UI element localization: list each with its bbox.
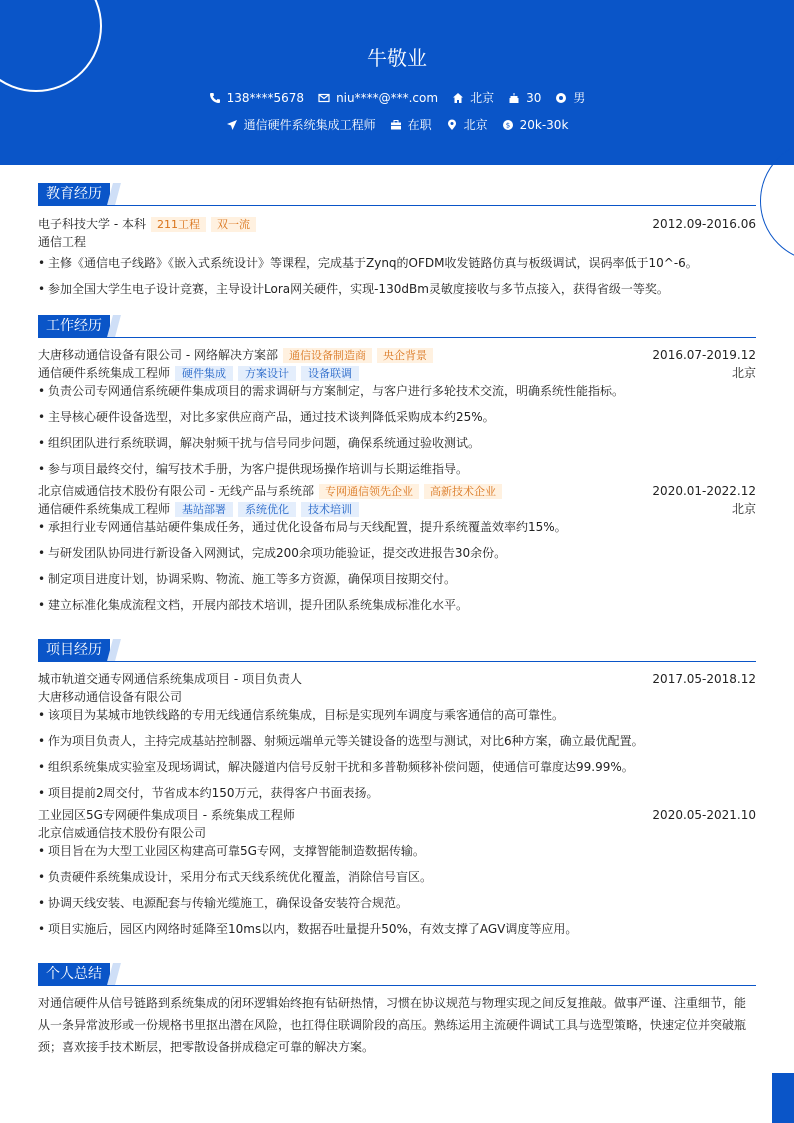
project-name-role: 工业园区5G专网硬件集成项目 - 系统集成工程师 — [38, 808, 295, 822]
company-tag: 通信设备制造商 — [283, 348, 372, 363]
svg-text:$: $ — [505, 121, 510, 130]
list-item: • 制定项目进度计划，协调采购、物流、施工等多方资源，确保项目按期交付。 — [38, 572, 457, 586]
list-item: • 项目旨在为大型工业园区构建高可靠5G专网，支撑智能制造数据传输。 — [38, 844, 425, 858]
residence-item — [452, 89, 494, 106]
phone-text: 138****5678 — [226, 90, 305, 105]
work-section — [38, 315, 756, 622]
job-role-row — [38, 500, 756, 518]
age-item — [508, 89, 541, 106]
skill-tag: 设备联调 — [301, 366, 359, 381]
job-role: 通信硬件系统集成工程师 — [38, 366, 171, 380]
gender-text: 男 — [573, 91, 586, 105]
email-icon — [318, 92, 330, 104]
project-name-role: 城市轨道交通专网通信系统集成项目 - 项目负责人 — [38, 672, 302, 686]
education-entry-header — [38, 215, 756, 233]
briefcase-icon — [390, 119, 402, 131]
school-tag: 双一流 — [211, 217, 256, 232]
skill-tag: 系统优化 — [238, 502, 296, 517]
job-entry-header — [38, 482, 756, 500]
section-title: 教育经历 — [38, 183, 110, 205]
section-header — [38, 183, 756, 206]
section-title: 工作经历 — [38, 315, 110, 337]
project-date: 2017.05-2018.12 — [652, 672, 756, 686]
list-item: • 负责公司专网通信系统硬件集成项目的需求调研与方案制定，与客户进行多轮技术交流，明确系统性能指标。 — [38, 384, 625, 398]
education-section — [38, 183, 756, 306]
section-title: 项目经历 — [38, 639, 110, 661]
target-city-text: 北京 — [463, 118, 488, 132]
email-item — [318, 89, 438, 106]
candidate-name: 牛敬业 — [367, 46, 427, 70]
list-item: • 主修《通信电子线路》《嵌入式系统设计》等课程，完成基于Zynq的OFDM收发链路仿真与板级调试，误码率低于10^-6。 — [38, 256, 698, 270]
gender-item — [555, 89, 585, 106]
project-entry-header — [38, 806, 756, 824]
company-department: 北京信威通信技术股份有限公司 - 无线产品与系统部 — [38, 484, 314, 498]
company-department: 大唐移动通信设备有限公司 - 网络解决方案部 — [38, 348, 278, 362]
project-org-row — [38, 688, 756, 706]
school-degree: 电子科技大学 - 本科 — [38, 217, 146, 231]
list-item: • 组织系统集成实验室及现场调试，解决隧道内信号反射干扰和多普勒频移补偿问题，使通信可靠度达99.99%。 — [38, 760, 634, 774]
resume-header — [0, 0, 794, 165]
section-header — [38, 315, 756, 338]
job-role-row — [38, 364, 756, 382]
list-item: • 参与项目最终交付，编写技术手册，为客户提供现场操作培训与长期运维指导。 — [38, 462, 469, 476]
summary-text: 对通信硬件从信号链路到系统集成的闭环逻辑始终抱有钻研热情，习惯在协议规范与物理实现之间反复推敲。做事严谨、注重细节，能从一条异常波形或一份规格书里抠出潜在风险，也扛得住联调阶段的高压。熟练运用主流硬件调试工具与选型策略，快速定位并突破瓶颈；喜欢接手技术断层，把零散设备拼成稳定可靠的解决方案。 — [38, 996, 747, 1054]
list-item: • 项目提前2周交付，节省成本约150万元，获得客户书面表扬。 — [38, 786, 379, 800]
location-pin-icon — [446, 119, 458, 131]
job-date: 2020.01-2022.12 — [652, 484, 756, 498]
email-text: niu****@***.com — [336, 90, 439, 105]
gender-icon — [555, 92, 567, 104]
list-item: • 项目实施后，园区内网络时延降至10ms以内，数据吞吐量提升50%，有效支撑了AGV调度等应用。 — [38, 922, 578, 936]
list-item: • 组织团队进行系统联调，解决射频干扰与信号同步问题，确保系统通过验收测试。 — [38, 436, 481, 450]
job-date: 2016.07-2019.12 — [652, 348, 756, 362]
residence-text: 北京 — [470, 91, 495, 105]
list-item: • 作为项目负责人，主持完成基站控制器、射频远端单元等关键设备的选型与测试，对比6种方案，确立最优配置。 — [38, 734, 644, 748]
target-role-item — [226, 116, 376, 133]
list-item: • 协调天线安装、电源配套与传输光缆施工，确保设备安装符合规范。 — [38, 896, 409, 910]
section-header — [38, 963, 756, 986]
project-entry-header — [38, 670, 756, 688]
send-icon — [226, 119, 238, 131]
company-tag: 专网通信领先企业 — [319, 484, 419, 499]
list-item: • 主导核心硬件设备选型，对比多家供应商产品，通过技术谈判降低采购成本约25%。 — [38, 410, 495, 424]
project-org-row — [38, 824, 756, 842]
list-item: • 承担行业专网通信基站硬件集成任务，通过优化设备布局与天线配置，提升系统覆盖效率约15%。 — [38, 520, 567, 534]
status-item — [390, 116, 432, 133]
education-date: 2012.09-2016.06 — [652, 217, 756, 231]
skill-tag: 技术培训 — [301, 502, 359, 517]
status-text: 在职 — [407, 118, 432, 132]
list-item: • 该项目为某城市地铁线路的专用无线通信系统集成，目标是实现列车调度与乘客通信的高可靠性。 — [38, 708, 565, 722]
project-org: 北京信威通信技术股份有限公司 — [38, 826, 207, 840]
job-city: 北京 — [731, 366, 756, 380]
salary-text: 20k-30k — [519, 117, 569, 132]
cake-icon — [508, 92, 520, 104]
summary-section — [38, 963, 756, 1058]
list-item: • 与研发团队协同进行新设备入网测试，完成200余项功能验证，提交改进报告30余份。 — [38, 546, 507, 560]
skill-tag: 硬件集成 — [175, 366, 233, 381]
phone-icon — [209, 92, 221, 104]
project-org: 大唐移动通信设备有限公司 — [38, 690, 183, 704]
salary-icon — [502, 119, 514, 131]
projects-section — [38, 639, 756, 946]
company-tag: 高新技术企业 — [424, 484, 502, 499]
company-tag: 央企背景 — [377, 348, 433, 363]
list-item: • 参加全国大学生电子设计竞赛，主导设计Lora网关硬件，实现-130dBm灵敏度接收与多节点接入，获得省级一等奖。 — [38, 282, 669, 296]
home-icon — [452, 92, 464, 104]
section-header — [38, 639, 756, 662]
major: 通信工程 — [38, 235, 87, 249]
section-title: 个人总结 — [38, 963, 110, 985]
project-date: 2020.05-2021.10 — [652, 808, 756, 822]
decorative-corner-block — [772, 1073, 794, 1123]
target-role-text: 通信硬件系统集成工程师 — [243, 118, 376, 132]
list-item: • 负责硬件系统集成设计，采用分布式天线系统优化覆盖，消除信号盲区。 — [38, 870, 433, 884]
job-city: 北京 — [731, 502, 756, 516]
phone-item — [209, 89, 304, 106]
major-row — [38, 233, 756, 251]
job-entry-header — [38, 346, 756, 364]
school-tag: 211工程 — [151, 217, 206, 232]
contact-row — [0, 89, 794, 106]
job-role: 通信硬件系统集成工程师 — [38, 502, 171, 516]
skill-tag: 基站部署 — [175, 502, 233, 517]
list-item: • 建立标准化集成流程文档，开展内部技术培训，提升团队系统集成标准化水平。 — [38, 598, 469, 612]
job-intent-row — [0, 116, 794, 133]
skill-tag: 方案设计 — [238, 366, 296, 381]
target-city-item — [446, 116, 488, 133]
salary-item — [502, 116, 569, 133]
age-text: 30 — [526, 90, 542, 105]
